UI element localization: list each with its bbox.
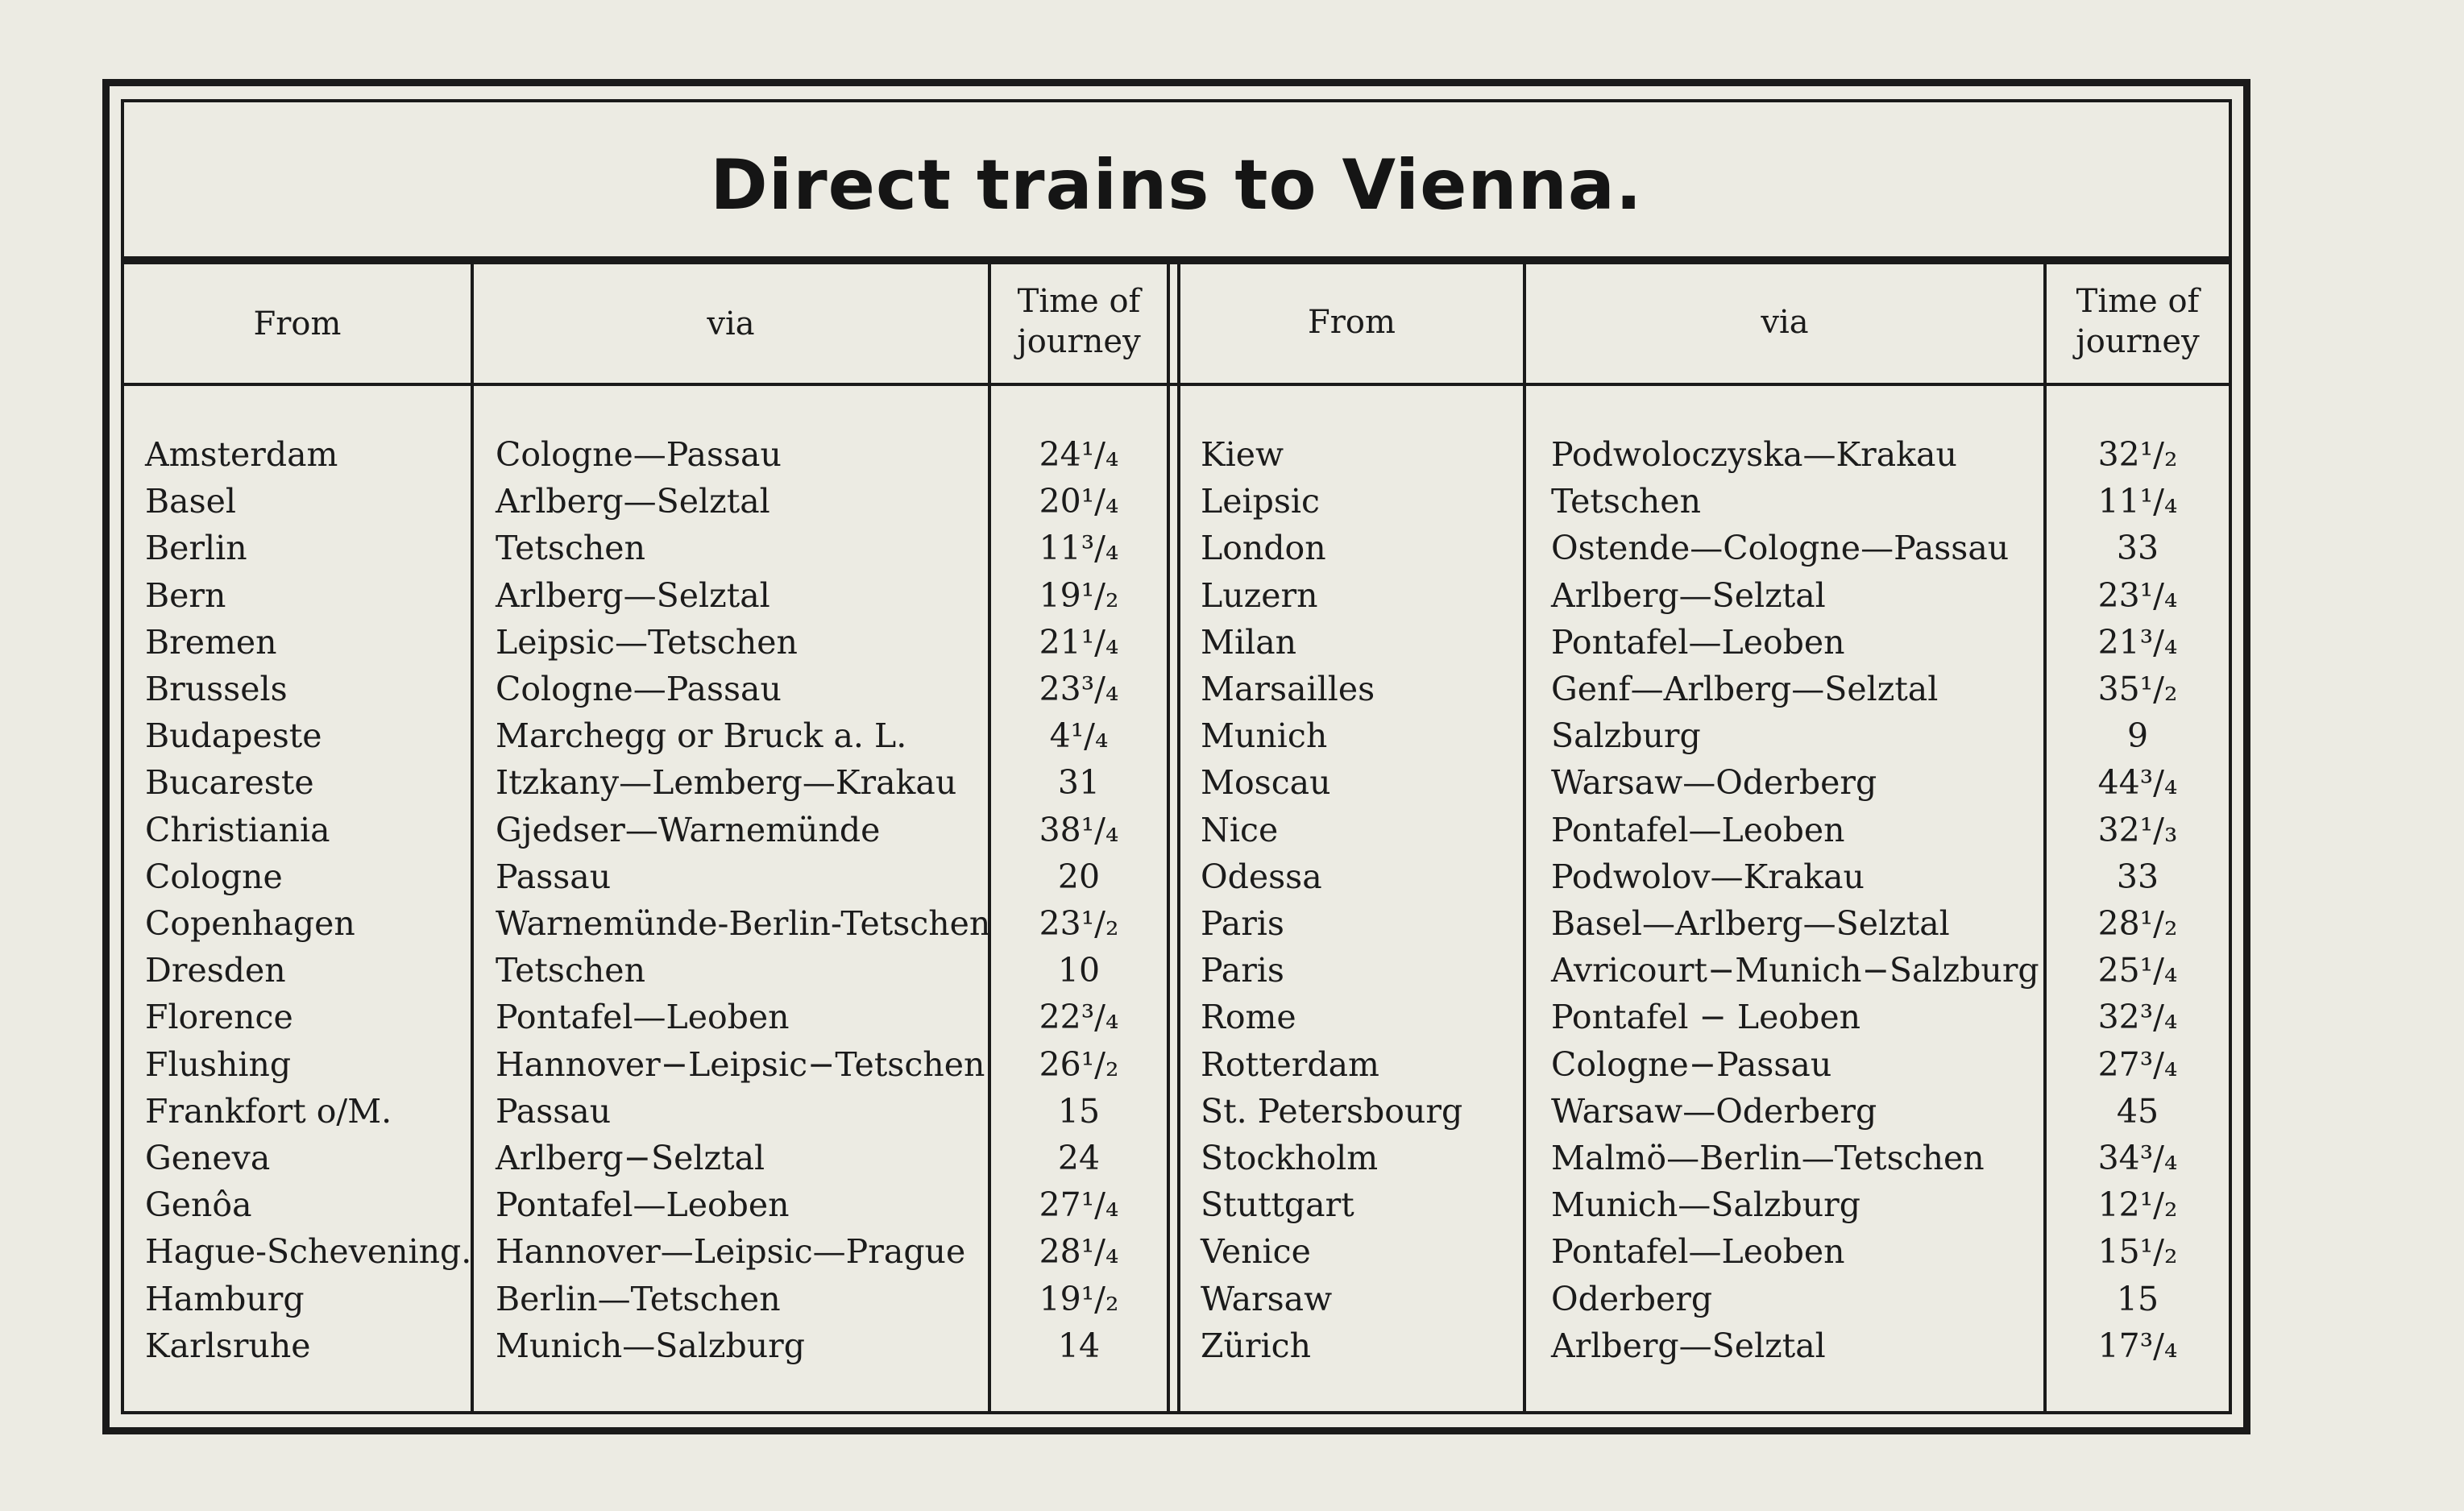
left-row-time: 27¹/₄	[1039, 1185, 1119, 1224]
left-row-via: Marchegg or Bruck a. L.	[496, 716, 907, 755]
right-row-time: 17³/₄	[2097, 1326, 2178, 1365]
header-from-right: From	[1308, 304, 1396, 341]
right-row-via: Ostende—Cologne—Passau	[1551, 529, 2010, 567]
right-row-time: 9	[2126, 716, 2149, 755]
left-row-from: Dresden	[145, 951, 286, 990]
left-row-from: Christiania	[145, 811, 330, 849]
right-row-from: Leipsic	[1201, 482, 1320, 521]
left-row-via: Leipsic—Tetschen	[496, 623, 798, 662]
left-row-from: Berlin	[145, 529, 247, 567]
left-row-time: 24	[1057, 1139, 1101, 1177]
right-row-from: Venice	[1201, 1232, 1311, 1271]
right-row-via: Avricourt−Munich−Salzburg	[1551, 951, 2039, 990]
left-row-time: 4¹/₄	[1049, 716, 1109, 755]
right-row-time: 25¹/₄	[2097, 951, 2178, 990]
left-row-from: Bern	[145, 576, 226, 615]
right-row-from: Paris	[1201, 951, 1284, 990]
right-row-from: Stockholm	[1201, 1139, 1379, 1177]
left-row-via: Itzkany—Lemberg—Krakau	[496, 763, 957, 802]
left-row-from: Amsterdam	[145, 435, 338, 474]
right-row-time: 27³/₄	[2097, 1045, 2178, 1084]
right-row-via: Malmö—Berlin—Tetschen	[1551, 1139, 1985, 1177]
right-row-from: Paris	[1201, 904, 1284, 943]
header-time-left-2: journey	[1017, 323, 1141, 360]
left-row-time: 19¹/₂	[1039, 1280, 1119, 1318]
left-row-via: Hannover—Leipsic—Prague	[496, 1232, 966, 1271]
right-row-time: 15¹/₂	[2097, 1232, 2178, 1271]
right-row-from: Warsaw	[1201, 1280, 1333, 1318]
header-rule	[124, 383, 2229, 386]
left-row-from: Florence	[145, 998, 293, 1036]
header-time-right-2: journey	[2076, 323, 2200, 360]
right-row-time: 28¹/₂	[2097, 904, 2178, 943]
right-row-via: Pontafel—Leoben	[1551, 623, 1845, 662]
page-title: Direct trains to Vienna.	[710, 145, 1643, 226]
center-divider-b	[1177, 264, 1180, 1413]
right-row-via: Salzburg	[1551, 716, 1701, 755]
left-row-from: Flushing	[145, 1045, 292, 1084]
right-row-from: Marsailles	[1201, 670, 1375, 708]
right-row-via: Genf—Arlberg—Selztal	[1551, 670, 1939, 708]
right-row-via: Pontafel − Leoben	[1551, 998, 1860, 1036]
inner-frame	[121, 99, 2232, 1414]
left-row-via: Passau	[496, 1092, 612, 1131]
left-row-time: 31	[1057, 763, 1101, 802]
left-row-via: Munich—Salzburg	[496, 1326, 806, 1365]
right-row-time: 21³/₄	[2097, 623, 2178, 662]
right-row-via: Pontafel—Leoben	[1551, 811, 1845, 849]
right-row-time: 44³/₄	[2097, 763, 2178, 802]
left-row-time: 21¹/₄	[1039, 623, 1119, 662]
right-row-time: 15	[2116, 1280, 2159, 1318]
left-row-via: Cologne—Passau	[496, 670, 782, 708]
right-row-time: 23¹/₄	[2097, 576, 2178, 615]
left-row-via: Berlin—Tetschen	[496, 1280, 781, 1318]
right-row-from: Stuttgart	[1201, 1185, 1354, 1224]
left-row-time: 23³/₄	[1039, 670, 1119, 708]
right-from-via-divider	[1523, 264, 1526, 1413]
left-row-via: Warnemünde-Berlin-Tetschen	[496, 904, 991, 943]
center-divider-a	[1167, 264, 1170, 1413]
right-row-from: Nice	[1201, 811, 1279, 849]
right-row-via: Tetschen	[1551, 482, 1701, 521]
left-row-from: Hague-Schevening.	[145, 1232, 472, 1271]
left-row-time: 15	[1057, 1092, 1101, 1131]
left-row-from: Genôa	[145, 1185, 252, 1224]
right-row-time: 32³/₄	[2097, 998, 2178, 1036]
right-row-time: 33	[2116, 529, 2159, 567]
right-row-from: Rome	[1201, 998, 1296, 1036]
left-row-time: 22³/₄	[1039, 998, 1119, 1036]
right-row-time: 33	[2116, 857, 2159, 896]
left-row-via: Tetschen	[496, 529, 645, 567]
right-row-time: 34³/₄	[2097, 1139, 2178, 1177]
right-row-time: 12¹/₂	[2097, 1185, 2178, 1224]
left-row-from: Bucareste	[145, 763, 314, 802]
right-row-from: Zürich	[1201, 1326, 1311, 1365]
left-row-time: 26¹/₂	[1039, 1045, 1119, 1084]
right-row-from: London	[1201, 529, 1326, 567]
right-row-time: 11¹/₄	[2097, 482, 2178, 521]
right-row-time: 32¹/₂	[2097, 435, 2178, 474]
left-row-time: 23¹/₂	[1039, 904, 1119, 943]
left-row-time: 19¹/₂	[1039, 576, 1119, 615]
title-rule	[124, 256, 2229, 264]
right-row-from: Moscau	[1201, 763, 1331, 802]
left-row-via: Arlberg—Selztal	[496, 482, 770, 521]
left-row-via: Pontafel—Leoben	[496, 998, 790, 1036]
right-row-from: Munich	[1201, 716, 1328, 755]
left-row-from: Karlsruhe	[145, 1326, 311, 1365]
left-row-from: Hamburg	[145, 1280, 305, 1318]
right-row-via: Pontafel—Leoben	[1551, 1232, 1845, 1271]
left-row-time: 20¹/₄	[1039, 482, 1119, 521]
right-row-via: Warsaw—Oderberg	[1551, 1092, 1877, 1131]
header-via-left: via	[707, 305, 755, 342]
left-row-time: 24¹/₄	[1039, 435, 1119, 474]
right-row-from: Odessa	[1201, 857, 1322, 896]
right-row-via: Podwolov—Krakau	[1551, 857, 1865, 896]
left-row-via: Gjedser—Warnemünde	[496, 811, 881, 849]
header-from-left: From	[253, 305, 342, 342]
right-row-from: Milan	[1201, 623, 1297, 662]
right-row-time: 32¹/₃	[2097, 811, 2178, 849]
right-row-via: Cologne−Passau	[1551, 1045, 1832, 1084]
right-row-via: Arlberg—Selztal	[1551, 1326, 1826, 1365]
right-row-via: Podwoloczyska—Krakau	[1551, 435, 1957, 474]
right-row-from: Kiew	[1201, 435, 1284, 474]
right-row-via: Oderberg	[1551, 1280, 1713, 1318]
left-row-from: Cologne	[145, 857, 283, 896]
left-row-time: 38¹/₄	[1039, 811, 1119, 849]
left-row-via: Hannover−Leipsic−Tetschen	[496, 1045, 985, 1084]
left-row-time: 11³/₄	[1039, 529, 1119, 567]
left-row-from: Geneva	[145, 1139, 271, 1177]
left-row-time: 14	[1057, 1326, 1101, 1365]
left-row-via: Tetschen	[496, 951, 645, 990]
header-via-right: via	[1761, 304, 1809, 341]
right-row-time: 35¹/₂	[2097, 670, 2178, 708]
left-row-from: Basel	[145, 482, 236, 521]
right-row-time: 45	[2116, 1092, 2159, 1131]
left-row-via: Arlberg−Selztal	[496, 1139, 765, 1177]
header-time-right-1: Time of	[2076, 283, 2200, 320]
left-row-from: Bremen	[145, 623, 277, 662]
right-row-via: Warsaw—Oderberg	[1551, 763, 1877, 802]
left-row-time: 10	[1057, 951, 1101, 990]
left-row-from: Brussels	[145, 670, 288, 708]
left-row-via: Cologne—Passau	[496, 435, 782, 474]
left-row-from: Budapeste	[145, 716, 322, 755]
right-row-via: Munich—Salzburg	[1551, 1185, 1861, 1224]
left-row-via: Arlberg—Selztal	[496, 576, 770, 615]
left-row-via: Passau	[496, 857, 612, 896]
left-row-time: 28¹/₄	[1039, 1232, 1119, 1271]
left-row-time: 20	[1057, 857, 1101, 896]
right-row-via: Basel—Arlberg—Selztal	[1551, 904, 1950, 943]
left-row-from: Copenhagen	[145, 904, 355, 943]
right-row-from: Rotterdam	[1201, 1045, 1379, 1084]
right-row-from: St. Petersbourg	[1201, 1092, 1463, 1131]
header-time-left-1: Time of	[1017, 283, 1141, 320]
left-row-via: Pontafel—Leoben	[496, 1185, 790, 1224]
right-row-via: Arlberg—Selztal	[1551, 576, 1826, 615]
left-row-from: Frankfort o/M.	[145, 1092, 392, 1131]
right-row-from: Luzern	[1201, 576, 1318, 615]
